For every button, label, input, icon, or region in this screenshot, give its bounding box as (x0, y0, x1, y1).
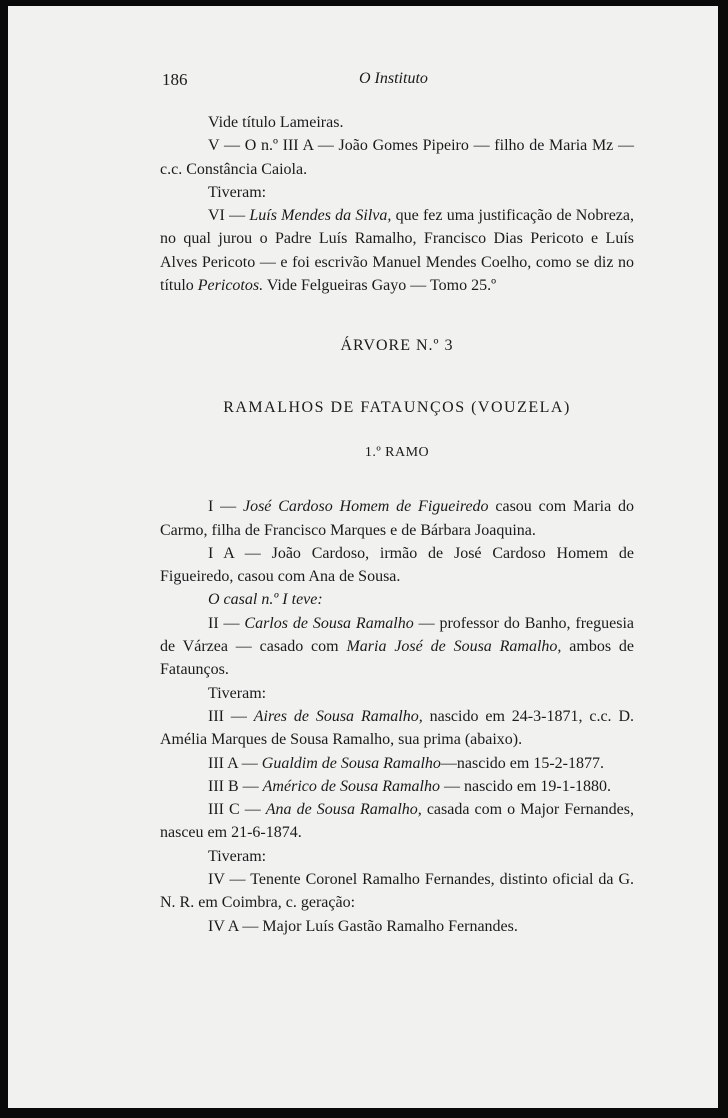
iiic-name: Ana de Sousa Ramalho, (265, 801, 422, 819)
page-number: 186 (162, 70, 188, 89)
paragraph-vi (160, 204, 634, 297)
paragraph-iva: IV A — Major Luís Gastão Ramalho Fernandes. (208, 917, 518, 935)
iiia-text: —nascido em 15-2-1877. (440, 754, 604, 772)
running-title: O Instituto (359, 70, 428, 87)
paragraph-v: V — O n.º III A — João Gomes Pipeiro — filho de Maria Mz — c.c. Constância Caiola. (160, 137, 634, 178)
casal-label: O casal n.º I teve: (208, 591, 323, 609)
ii-text-2: ambos de Fataunços. (160, 638, 635, 679)
iiib-prefix: III B — (208, 777, 263, 795)
heading-ramo: 1.º RAMO (364, 444, 430, 460)
vi-name: Luís Mendes da Silva, (249, 207, 392, 225)
paragraph-ia: I A — João Cardoso, irmão de José Cardoso Homem de Figueiredo, casou com Ana de Sousa. (160, 544, 634, 586)
paragraph-iiib (160, 775, 634, 798)
heading-arvore: ÁRVORE N.º 3 (340, 337, 454, 355)
iiic-prefix: III C — (208, 801, 266, 819)
vi-pericotos: Pericotos. (197, 277, 264, 295)
iiib-name: Américo de Sousa Ramalho (262, 777, 440, 795)
ii-text-1: — professor do Banho, freguesia de Várzea — casado com (160, 614, 635, 656)
heading-ramalhos: RAMALHOS DE FATAUNÇOS (VOUZELA) (223, 398, 571, 416)
ii-name: Carlos de Sousa Ramalho (244, 614, 414, 632)
i-text: casou com Maria do Carmo, filha de Francisco Marques e de Bárbara Joaquina. (160, 498, 635, 539)
vi-text-1: que fez uma justificação de Nobreza, no qual jurou o Padre Luís Ramalho, Francisco Dias Pericoto e Luís Alves Pericoto — e foi escrivão Manuel Mendes Coelho, como se diz no título (160, 207, 634, 295)
vi-text-2: Vide Felgueiras Gayo — Tomo 25.º (263, 277, 497, 295)
iiib-text: — nascido em 19-1-1880. (439, 777, 612, 795)
page-body (160, 111, 634, 938)
iii-prefix: III — (208, 707, 254, 725)
tiveram-label-2: Tiveram: (208, 684, 267, 702)
spacer (160, 464, 634, 495)
paragraph-ii (160, 612, 634, 682)
iiic-text: casada com o Major Fernandes, nasceu em 21-6-1874. (160, 801, 635, 842)
i-name: José Cardoso Homem de Figueiredo (242, 498, 489, 516)
paragraph-iiia (160, 752, 634, 775)
ii-prefix: II — (208, 614, 245, 632)
ii-wife: Maria José de Sousa Ramalho, (346, 638, 562, 656)
document-page (8, 6, 718, 1108)
paragraph-iiic (160, 798, 634, 845)
iiia-name: Gualdim de Sousa Ramalho (261, 754, 441, 772)
paragraph-iv: IV — Tenente Coronel Ramalho Fernandes, distinto oficial da G. N. R. em Coimbra, c. geração: (160, 871, 634, 912)
vi-prefix: VI — (208, 207, 250, 225)
paragraph-i (160, 495, 634, 542)
iii-name: Aires de Sousa Ramalho, (253, 707, 423, 725)
paragraph-vide-lameiras: Vide título Lameiras. (208, 114, 344, 131)
iiia-prefix: III A — (208, 754, 262, 772)
tiveram-label-3: Tiveram: (208, 847, 267, 865)
iii-text: nascido em 24-3-1871, c.c. D. Amélia Marques de Sousa Ramalho, sua prima (abaixo). (160, 707, 635, 749)
paragraph-iii (160, 705, 634, 752)
i-prefix: I — (208, 498, 243, 516)
tiveram-label: Tiveram: (208, 183, 267, 201)
